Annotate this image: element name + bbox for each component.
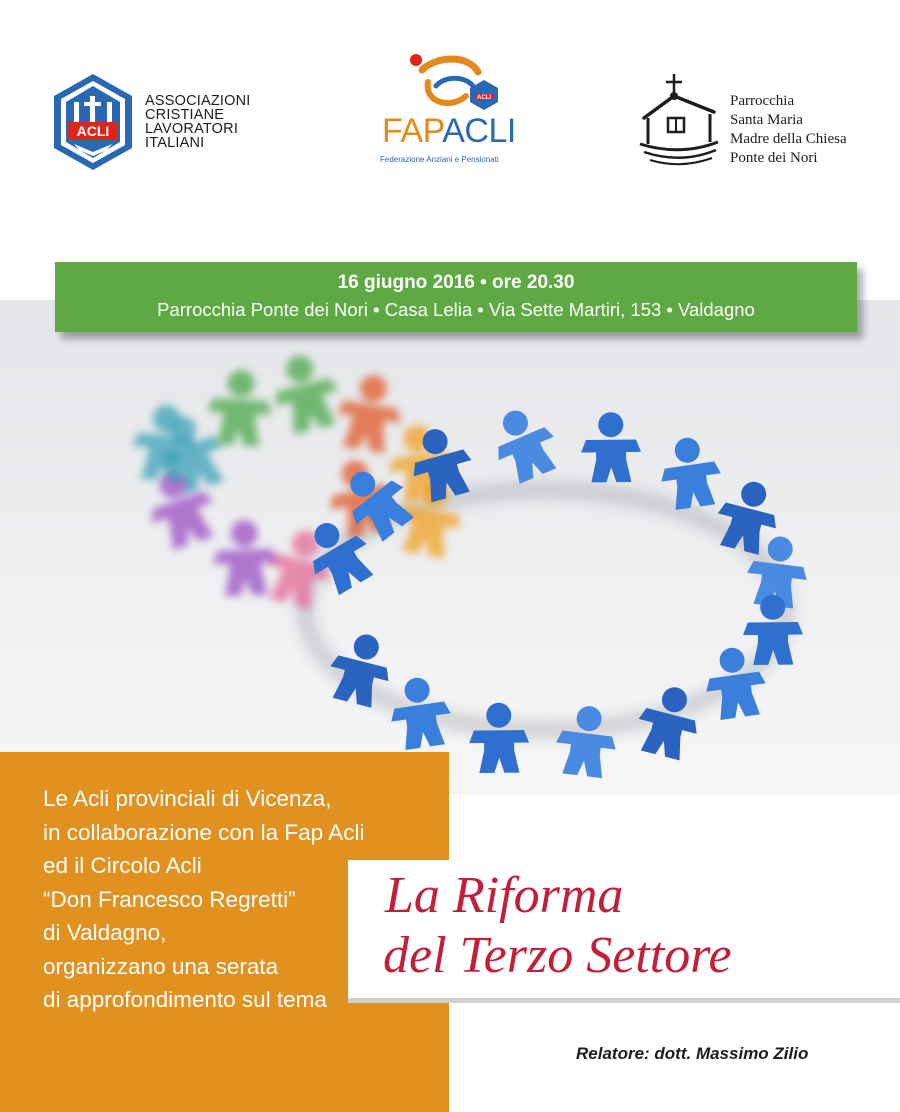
acli-emblem-icon [52, 72, 134, 172]
acli-line: LAVORATORI [145, 121, 239, 137]
fap-acli-logo [378, 52, 538, 172]
speaker: Relatore: dott. Massimo Zilio [576, 1044, 809, 1063]
event-title-line2: del Terzo Settore [383, 927, 732, 984]
event-venue: Parrocchia Ponte dei Nori • Casa Lelia • Via Sette Martiri, 153 • Valdagno [157, 299, 755, 320]
figure-blue [552, 703, 620, 780]
figure-blue [483, 400, 566, 488]
figures-photo [0, 300, 900, 795]
parish-line: Santa Maria [730, 112, 803, 128]
acli-line: ITALIANI [145, 135, 205, 151]
figure-blurred [211, 519, 278, 597]
event-title-line1: La Riforma [385, 867, 624, 924]
parish-name [730, 92, 847, 168]
fap-title-acli: ACLI [442, 112, 516, 150]
figure-blue [469, 702, 530, 773]
figure-blurred [206, 368, 275, 447]
intro-line: “Don Francesco Regretti” [43, 886, 296, 912]
church-icon [636, 72, 722, 172]
intro-line: in collaborazione con la Fap Acli [43, 819, 365, 845]
parish-line: Ponte dei Nori [730, 150, 818, 166]
intro-line: Le Acli provinciali di Vicenza, [43, 786, 332, 811]
intro-line: ed il Circolo Acli [43, 853, 202, 878]
fap-title [382, 112, 516, 151]
acli-name [145, 94, 251, 150]
fap-badge-text: ACLI [477, 95, 491, 101]
acli-line: CRISTIANE [145, 107, 225, 123]
title-box [348, 860, 900, 998]
parish-line: Parrocchia [730, 93, 795, 109]
parish-logo [636, 72, 886, 172]
intro-line: organizzano una serata [43, 953, 279, 979]
figures-group [130, 348, 812, 779]
acli-emblem-text: ACLI [76, 123, 110, 139]
event-date-time: 16 giugno 2016 • ore 20.30 [337, 272, 575, 293]
acli-line: ASSOCIAZIONI [145, 93, 251, 109]
figure-blurred [265, 348, 346, 437]
figure-blue [581, 412, 642, 483]
fap-title-fap: FAP [382, 112, 443, 150]
event-banner [55, 262, 857, 332]
fap-emblem-icon [406, 52, 516, 114]
intro-text [43, 782, 364, 1017]
fap-subtitle: Federazione Anziani e Pensionati [380, 155, 499, 164]
figure-blurred [332, 370, 408, 455]
parish-line: Madre della Chiesa [730, 131, 847, 147]
figure-blue [386, 674, 455, 752]
intro-line: di Valdagno, [43, 920, 167, 945]
acli-logo [52, 72, 262, 172]
intro-line: di approfondimento sul tema [43, 987, 327, 1012]
event-title [385, 866, 732, 986]
